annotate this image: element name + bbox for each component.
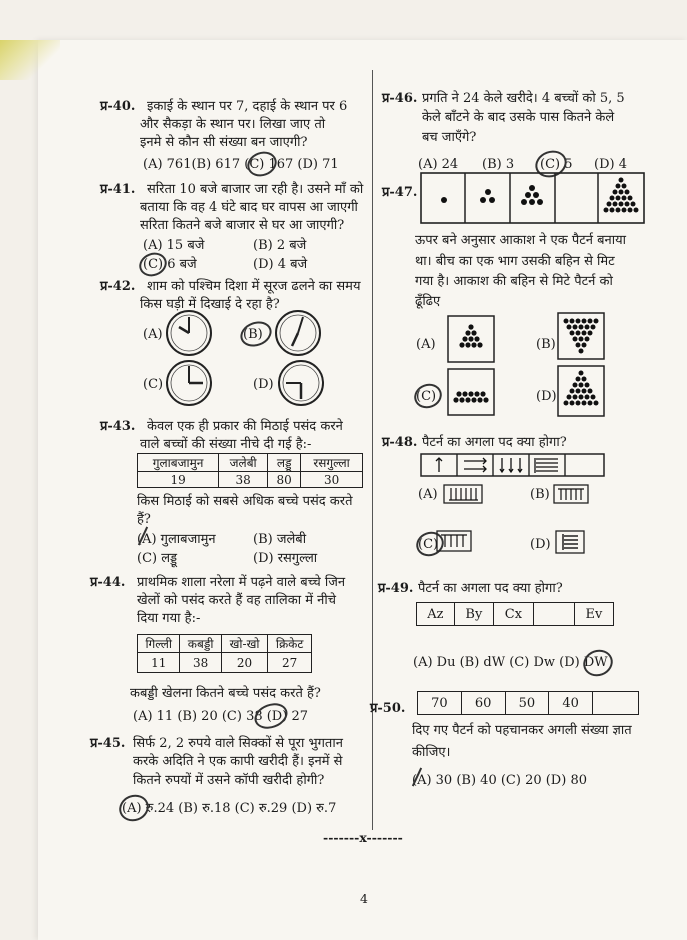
q48-line1: पैटर्न का अगला पद क्या होगा?: [422, 435, 567, 450]
clock-icon: [164, 358, 214, 408]
table-cell: 80: [268, 472, 301, 488]
q46-option-b: (B) 3: [482, 157, 515, 172]
sequence-cell: [533, 603, 574, 626]
q42-line1: शाम को पश्चिम दिशा में सूरज ढलने का समय: [147, 279, 361, 294]
sequence-cell: By: [454, 603, 493, 626]
number-sequence: [417, 691, 639, 715]
q50-options: (A) 30 (B) 40 (C) 20 (D) 80: [412, 773, 587, 788]
pattern-option-d: [557, 365, 605, 417]
q47-option-d: (D): [536, 389, 557, 404]
games-table: [137, 634, 312, 673]
q45-line3: कितने रुपयों में उसने कॉपी खरीदी होगी?: [133, 773, 325, 788]
q47-line3: गया है। आकाश की बहिन से मिटे पैटर्न को: [415, 274, 613, 289]
sequence-cell: 70: [418, 692, 462, 715]
dot-pattern-strip: [420, 172, 645, 224]
clock-icon: [164, 308, 214, 358]
table-cell: 11: [138, 653, 180, 673]
q50-number: प्र-50.: [370, 701, 406, 716]
paper-corner: [0, 40, 60, 80]
q46-line2: केले बाँटने के बाद उसके पास कितने केले: [422, 110, 615, 125]
q48-option-c: (C): [418, 537, 439, 552]
table-cell: 20: [221, 653, 267, 673]
q41-option-a: (A) 15 बजे: [143, 238, 205, 253]
q44-options: (A) 11 (B) 20 (C) 38 (D) 27: [133, 709, 308, 724]
q40-number: प्र-40.: [100, 99, 136, 114]
table-header: गुलाबजामुन: [138, 454, 219, 472]
table-cell: 38: [180, 653, 221, 673]
sequence-cell: 50: [505, 692, 549, 715]
q47-option-c: (C): [416, 389, 437, 404]
q49-options: (A) Du (B) dW (C) Dw (D) DW: [413, 655, 608, 670]
q41-option-d: (D) 4 बजे: [253, 257, 308, 272]
table-cell: 27: [268, 653, 312, 673]
q42-number: प्र-42.: [100, 279, 136, 294]
table-cell: 30: [301, 472, 363, 488]
page-number: 4: [360, 891, 368, 906]
q44-line3: दिया गया है:-: [137, 611, 201, 626]
q40-line2: और सैकड़ा के स्थान पर। लिखा जाए तो: [140, 117, 326, 132]
sequence-cell: 40: [549, 692, 593, 715]
q43-option-c: (C) लड्डू: [137, 551, 178, 566]
table-header: क्रिकेट: [268, 635, 312, 653]
q50-line2: कीजिए।: [412, 745, 451, 760]
sequence-cell: Cx: [493, 603, 533, 626]
q45-options: (A) रु.24 (B) रु.18 (C) रु.29 (D) रु.7: [122, 801, 337, 816]
table-header: जलेबी: [219, 454, 268, 472]
q41-line2: बताया कि वह 4 घंटे बाद घर वापस आ जाएगी: [140, 200, 358, 215]
q42-option-d: (D): [253, 377, 274, 392]
q47-option-a: (A): [416, 337, 436, 352]
q42-option-c: (C): [143, 377, 164, 392]
sequence-cell: Az: [417, 603, 455, 626]
q42-line2: किस घड़ी में दिखाई दे रहा है?: [140, 297, 280, 312]
q47-option-b: (B): [536, 337, 556, 352]
letter-sequence: [416, 602, 614, 626]
q41-number: प्र-41.: [100, 182, 136, 197]
q45-line2: करके अदिति ने एक कापी खरीदी हैं। इनमें से: [133, 754, 343, 769]
q46-option-a: (A) 24: [418, 157, 459, 172]
table-header: खो-खो: [221, 635, 267, 653]
sweets-table: [137, 453, 363, 488]
q46-line3: बच जाएँगे?: [422, 130, 477, 145]
q41-line1: सरिता 10 बजे बाजार जा रही है। उसने माँ को: [147, 182, 364, 197]
sequence-cell: 60: [461, 692, 505, 715]
arrow-option-d: [555, 530, 585, 554]
q44-number: प्र-44.: [90, 575, 126, 590]
arrow-option-a: [443, 484, 483, 504]
q48-option-b: (B): [530, 487, 550, 502]
q47-line1: ऊपर बने अनुसार आकाश ने एक पैटर्न बनाया: [415, 233, 627, 248]
q44-line4: कबड्डी खेलना कितने बच्चे पसंद करते हैं?: [130, 686, 321, 701]
q43-line1: केवल एक ही प्रकार की मिठाई पसंद करने: [147, 419, 343, 434]
q48-number: प्र-48.: [382, 435, 418, 450]
table-cell: 19: [138, 472, 219, 488]
q44-line1: प्राथमिक शाला नरेला में पढ़ने वाले बच्चे जिन: [137, 575, 346, 590]
table-cell: 38: [219, 472, 268, 488]
clock-icon: [273, 308, 323, 358]
clock-icon: [276, 358, 326, 408]
q40-options: (A) 761(B) 617 (C) 167 (D) 71: [143, 157, 339, 172]
table-header: लड्डू: [268, 454, 301, 472]
q41-option-c: (C) 6 बजे: [143, 257, 197, 272]
q49-number: प्र-49.: [378, 581, 414, 596]
arrow-option-b: [553, 484, 589, 504]
q42-option-b: (B): [243, 327, 263, 342]
q42-option-a: (A): [143, 327, 163, 342]
q40-line3: इनमे से कौन सी संख्या बन जाएगी?: [140, 135, 308, 150]
pattern-option-b: [557, 312, 605, 360]
q43-number: प्र-43.: [100, 419, 136, 434]
q43-option-d: (D) रसगुल्ला: [253, 551, 318, 566]
q45-number: प्र-45.: [90, 736, 126, 751]
q46-option-d: (D) 4: [594, 157, 627, 172]
table-header: कबड्डी: [180, 635, 221, 653]
end-marker: -------x-------: [323, 830, 403, 845]
q43-option-b: (B) जलेबी: [253, 532, 307, 547]
q46-line1: प्रगति ने 24 केले खरीदे। 4 बच्चों को 5, 5: [422, 91, 625, 106]
q47-line2: था। बीच का एक भाग उसकी बहिन से मिट: [415, 254, 615, 269]
q47-line4: ढूँढिए: [415, 294, 441, 309]
sequence-cell: Ev: [574, 603, 613, 626]
q46-option-c: (C) 5: [540, 157, 573, 172]
pattern-option-a: [447, 315, 495, 363]
q43-option-a: (A) गुलाबजामुन: [137, 532, 216, 547]
q46-number: प्र-46.: [382, 91, 418, 106]
q45-line1: सिर्फ 2, 2 रुपये वाले सिक्कों से पूरा भुगतान: [133, 736, 343, 751]
q48-option-a: (A): [418, 487, 438, 502]
q44-line2: खेलों को पसंद करते हैं वह तालिका में नीचे: [137, 593, 336, 608]
sequence-cell: [593, 692, 639, 715]
q43-line2: वाले बच्चों की संख्या नीचे दी गई है:-: [140, 437, 312, 452]
table-header: रसगुल्ला: [301, 454, 363, 472]
arrow-option-c: [436, 530, 472, 552]
q50-line1: दिए गए पैटर्न को पहचानकर अगली संख्या ज्ञात: [412, 723, 632, 738]
q40-line1: इकाई के स्थान पर 7, दहाई के स्थान पर 6: [147, 99, 348, 114]
q41-line3: सरिता कितने बजे बाजार से घर आ जाएगी?: [140, 218, 345, 233]
q48-option-d: (D): [530, 537, 551, 552]
arrow-pattern-strip: [420, 453, 605, 477]
q43-line3: किस मिठाई को सबसे अधिक बच्चे पसंद करते: [137, 494, 353, 509]
q49-line1: पैटर्न का अगला पद क्या होगा?: [418, 581, 563, 596]
table-header: गिल्ली: [138, 635, 180, 653]
pattern-option-c: [447, 368, 495, 416]
q43-line4: हैं?: [137, 512, 151, 527]
q47-number: प्र-47.: [382, 185, 418, 200]
q41-option-b: (B) 2 बजे: [253, 238, 307, 253]
